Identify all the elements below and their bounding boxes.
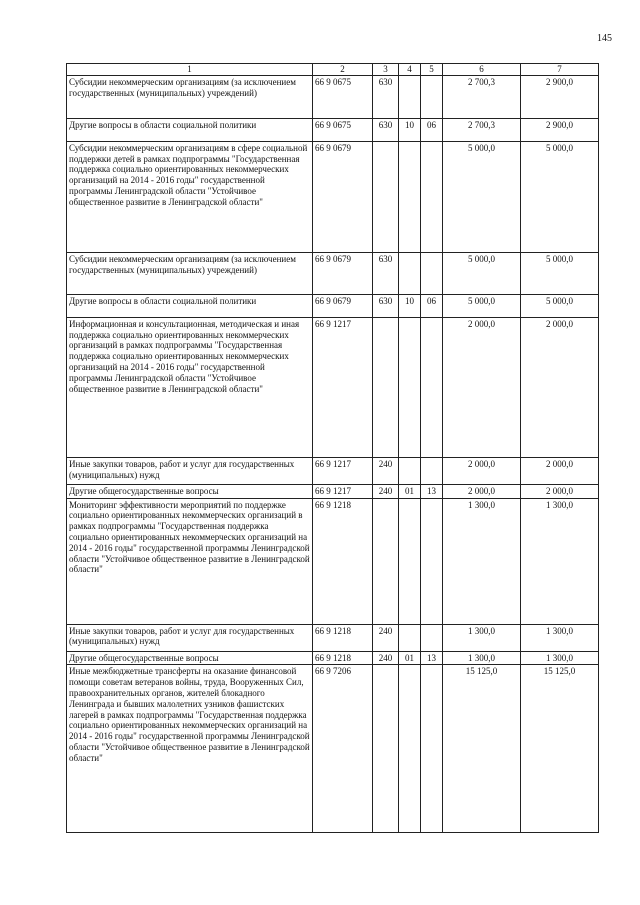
row-col4: [399, 665, 421, 833]
row-col5: 06: [421, 294, 443, 317]
row-code: 66 9 0675: [313, 75, 373, 118]
row-code: 66 9 1218: [313, 651, 373, 665]
table-row: [67, 141, 599, 252]
row-value-6: 2 700,3: [443, 75, 521, 118]
row-value-7: 2 000,0: [521, 484, 599, 498]
row-col5: [421, 457, 443, 484]
row-name: Информационная и консультационная, методическая и иная поддержка социально ориентированных некоммерческих организаций в рамках подпрограммы "Государственная поддержка социально ориентированных некоммерческих организаций на 2014 - 2016 годы" государственной программы Ленинградской области "Устойчивое общественное развитие в Ленинградской области": [67, 317, 313, 457]
row-value-6: 2 700,3: [443, 118, 521, 141]
row-col5: [421, 252, 443, 294]
row-col3: [373, 141, 399, 252]
header-col-3: 3: [373, 64, 399, 76]
row-col5: 13: [421, 484, 443, 498]
row-col3: 630: [373, 118, 399, 141]
row-value-7: 1 300,0: [521, 498, 599, 624]
row-col3: 240: [373, 484, 399, 498]
row-value-6: 1 300,0: [443, 498, 521, 624]
row-code: 66 9 1217: [313, 457, 373, 484]
row-col3: 240: [373, 651, 399, 665]
table-row: [67, 294, 599, 317]
table-row: [67, 484, 599, 498]
row-col3: [373, 665, 399, 833]
table-row: [67, 498, 599, 624]
row-col4: [399, 624, 421, 651]
table-row: [67, 651, 599, 665]
row-col5: [421, 317, 443, 457]
row-value-6: 5 000,0: [443, 294, 521, 317]
row-value-7: 2 900,0: [521, 118, 599, 141]
row-name: Иные межбюджетные трансферты на оказание финансовой помощи советам ветеранов войны, труда, Вооруженных Сил, правоохранительных органов, жителей блокадного Ленинграда и бывших малолетних узников фашистских лагерей в рамках подпрограммы "Государственная поддержка социально ориентированных некоммерческих организаций на 2014 - 2016 годы" государственной программы Ленинградской области "Устойчивое общественное развитие в Ленинградской области": [67, 665, 313, 833]
header-col-7: 7: [521, 64, 599, 76]
table-row: [67, 457, 599, 484]
row-col4: [399, 457, 421, 484]
row-value-6: 1 300,0: [443, 624, 521, 651]
row-value-7: 15 125,0: [521, 665, 599, 833]
row-name: Субсидии некоммерческим организациям в сфере социальной поддержки детей в рамках подпрограммы "Государственная поддержка социально ориентированных некоммерческих организаций на 2014 - 2016 годы" государственной программы Ленинградской области "Устойчивое общественное развитие в Ленинградской области": [67, 141, 313, 252]
row-name: Иные закупки товаров, работ и услуг для государственных (муниципальных) нужд: [67, 624, 313, 651]
row-code: 66 9 1218: [313, 498, 373, 624]
header-col-4: 4: [399, 64, 421, 76]
row-value-7: 2 000,0: [521, 457, 599, 484]
row-col3: 630: [373, 294, 399, 317]
row-name: Другие вопросы в области социальной политики: [67, 294, 313, 317]
row-col3: 630: [373, 252, 399, 294]
row-value-6: 1 300,0: [443, 651, 521, 665]
row-code: 66 9 0679: [313, 252, 373, 294]
row-col4: [399, 317, 421, 457]
row-code: 66 9 1218: [313, 624, 373, 651]
row-value-7: 5 000,0: [521, 294, 599, 317]
row-col4: [399, 141, 421, 252]
row-col3: 240: [373, 624, 399, 651]
row-value-6: 5 000,0: [443, 141, 521, 252]
row-name: Субсидии некоммерческим организациям (за исключением государственных (муниципальных) учреждений): [67, 252, 313, 294]
page-number: 145: [597, 33, 612, 44]
row-col5: [421, 624, 443, 651]
row-name: Другие общегосударственные вопросы: [67, 651, 313, 665]
row-name: Субсидии некоммерческим организациям (за исключением государственных (муниципальных) учреждений): [67, 75, 313, 118]
row-col5: [421, 75, 443, 118]
row-code: 66 9 0675: [313, 118, 373, 141]
row-col5: 13: [421, 651, 443, 665]
row-code: 66 9 0679: [313, 141, 373, 252]
row-code: 66 9 1217: [313, 317, 373, 457]
row-col3: [373, 317, 399, 457]
row-col4: [399, 498, 421, 624]
header-col-6: 6: [443, 64, 521, 76]
table-row: [67, 252, 599, 294]
row-value-6: 5 000,0: [443, 252, 521, 294]
row-col4: [399, 75, 421, 118]
table-row: [67, 317, 599, 457]
row-value-7: 2 900,0: [521, 75, 599, 118]
table-row: [67, 665, 599, 833]
row-col5: [421, 498, 443, 624]
row-col4: 01: [399, 484, 421, 498]
row-value-7: 2 000,0: [521, 317, 599, 457]
row-code: 66 9 0679: [313, 294, 373, 317]
row-col4: 10: [399, 118, 421, 141]
budget-table: [66, 63, 599, 833]
row-col5: [421, 665, 443, 833]
table-row: [67, 118, 599, 141]
row-col3: [373, 498, 399, 624]
row-value-7: 5 000,0: [521, 141, 599, 252]
row-code: 66 9 7206: [313, 665, 373, 833]
row-col5: 06: [421, 118, 443, 141]
header-col-5: 5: [421, 64, 443, 76]
header-col-1: 1: [67, 64, 313, 76]
row-name: Мониторинг эффективности мероприятий по поддержке социально ориентированных некоммерческих организаций в рамках подпрограммы "Государственная поддержка социально ориентированных некоммерческих организаций на 2014 - 2016 годы" государственной программы Ленинградской области "Устойчивое общественное развитие в Ленинградской области": [67, 498, 313, 624]
row-name: Другие общегосударственные вопросы: [67, 484, 313, 498]
header-row: [67, 64, 599, 76]
row-col3: 630: [373, 75, 399, 118]
row-value-6: 2 000,0: [443, 457, 521, 484]
row-value-6: 2 000,0: [443, 484, 521, 498]
row-value-7: 5 000,0: [521, 252, 599, 294]
row-col3: 240: [373, 457, 399, 484]
row-code: 66 9 1217: [313, 484, 373, 498]
header-col-2: 2: [313, 64, 373, 76]
row-col4: 01: [399, 651, 421, 665]
row-value-6: 15 125,0: [443, 665, 521, 833]
row-col4: 10: [399, 294, 421, 317]
table-row: [67, 624, 599, 651]
row-name: Другие вопросы в области социальной политики: [67, 118, 313, 141]
row-col4: [399, 252, 421, 294]
row-value-6: 2 000,0: [443, 317, 521, 457]
row-col5: [421, 141, 443, 252]
row-name: Иные закупки товаров, работ и услуг для государственных (муниципальных) нужд: [67, 457, 313, 484]
row-value-7: 1 300,0: [521, 651, 599, 665]
row-value-7: 1 300,0: [521, 624, 599, 651]
table-row: [67, 75, 599, 118]
